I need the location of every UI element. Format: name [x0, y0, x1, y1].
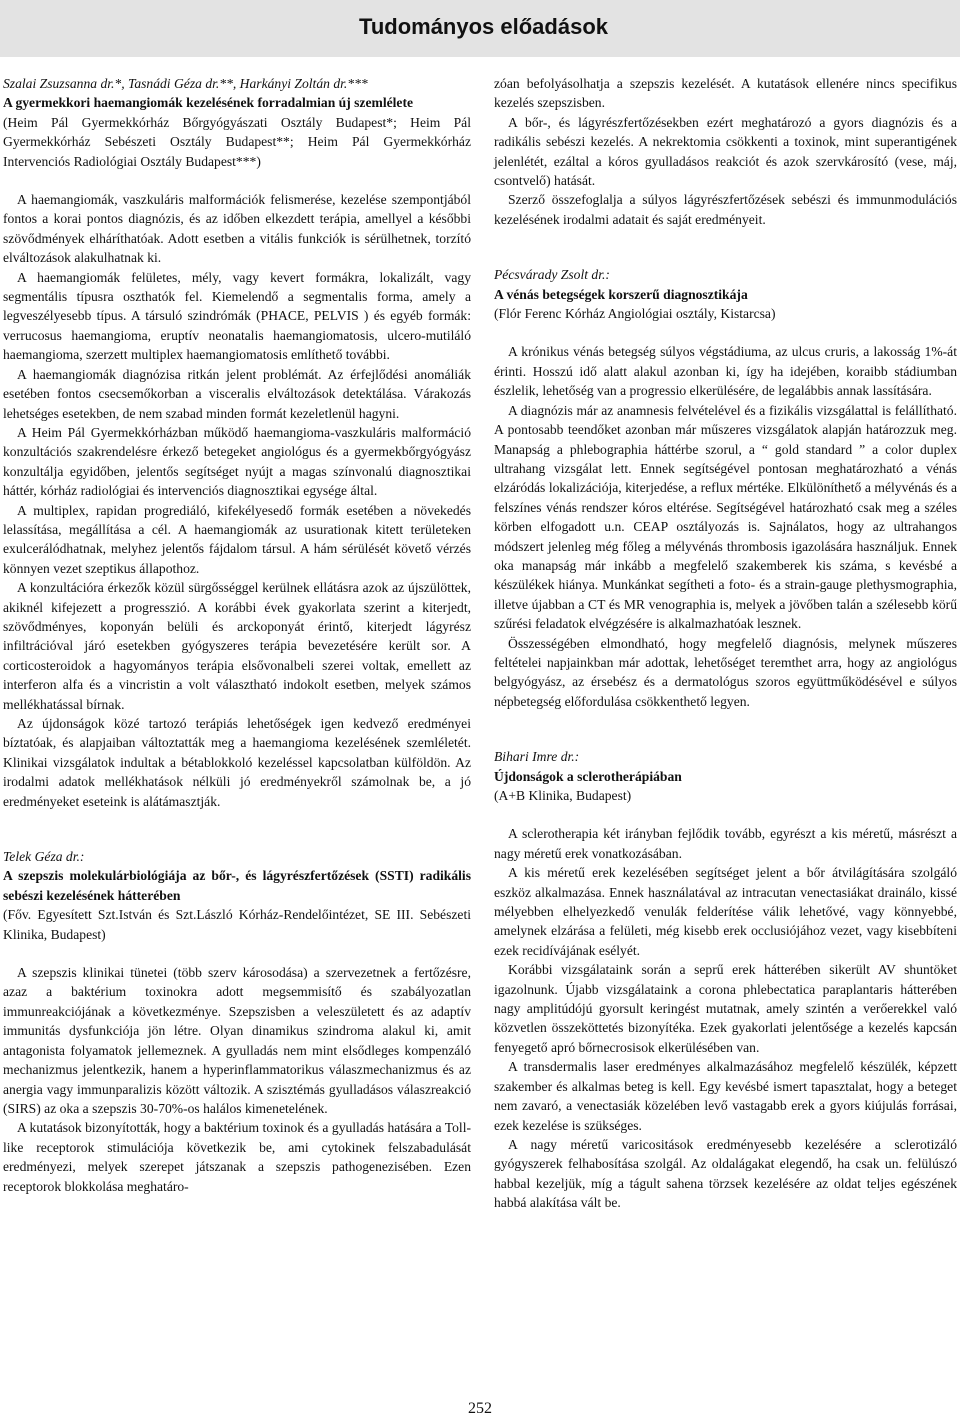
article-authors: Szalai Zsuzsanna dr.*, Tasnádi Géza dr.**, Harkányi Zoltán dr.*** — [3, 76, 368, 91]
article-paragraph: zóan befolyásolhatja a szepszis kezelését. A kutatások ellenére nincs specifikus kezelés szepszisben. — [494, 76, 957, 111]
article-paragraph: A nagy méretű varicositások eredményesebb kezelésére a sclerotizáló gyógyszerek felhabosítása szolgál. Az oldalágakat elegendő, ha csak un. felülúszó habbal kezeljük, míg a tágult sahena törzsek kezelésére az oldat teljes egészének habbá alakítása vált be. — [494, 1136, 957, 1211]
article-paragraph: A bőr-, és lágyrészfertőzésekben ezért meghatározó a gyors diagnózis és a radikális sebészi kezelés. A nekrektomia csökkenti a toxinok, mint superantigének jelenlétét, ezáltal a kóros gyulladásos reakciót és azok szervkárosító (vese, máj, csontvelő) hatását. — [494, 114, 957, 189]
page-number: 252 — [468, 1400, 492, 1417]
article-paragraph: A konzultációra érkezők közül sürgősséggel kerülnek ellátásra azok az újszülöttek, akiknél kifejezett a progresszió. A korábbi évek gyakorlata szerint a kiterjedt, szövődményes, koponyán belüli és arckoponyát érintő, kiterjedt lágyrész infiltrációval járó esetekben gyógyszeres terápia bevezetésére került sor. A corticosteroidok a hagyományos terápia elsővonalbeli szerei voltak, emellett az interferon alfa és a vincristin a volt választható indokolt esetben, melyek számos mellékhatással bírnak. — [3, 580, 471, 712]
article-affiliation: (Heim Pál Gyermekkórház Bőrgyógyászati Osztály Budapest*; Heim Pál Gyermekkórház Sebészeti Osztály Budapest**; Heim Pál Gyermekkórház Intervenciós Radiológiai Osztály Budapest***) — [3, 114, 471, 169]
article-authors: Telek Géza dr.: — [3, 849, 85, 865]
article-paragraph: Az újdonságok közé tartozó terápiás lehetőségek igen kedvező eredményei bíztatóak, és alapjaiban változtatták meg a haemangioma kezelésének szemléletét. Klinikai vizsgálatok indultak a bétablokkoló kezeléssel kapcsolatban külföldön. Az irodalmi adatok mellékhatások nélküli jó eredményekről számolnak be, a jó eredményeket eseteink is alátámasztják. — [3, 716, 471, 809]
section-header-banner — [0, 0, 960, 57]
article-affiliation: (Főv. Egyesített Szt.István és Szt.László Kórház-Rendelőintézet, SE III. Sebészeti Klinika, Budapest) — [3, 907, 471, 942]
article-authors: Bihari Imre dr.: — [494, 749, 580, 765]
section-title: Tudományos előadások — [359, 14, 608, 39]
article-title: A gyermekkori haemangiomák kezelésének forradalmian új szemlélete — [3, 95, 414, 111]
article-paragraph: A multiplex, rapidan progrediáló, kifekélyesedő formák esetében a növekedés lelassítása, megállítása a cél. A haemangiomák az usurationak kitett területeken exulcerálódhatnak, melyhez jelentős fájdalom társul. A hám sérülését követő vérzés könnyen vezet szeptikus állapothoz. — [3, 502, 471, 576]
article-paragraph: Korábbi vizsgálataink során a seprű erek hátterében sikerült AV shuntöket igazolnunk. Újabb vizsgálataink a corona phlebectatica paraplantaris hátterében nagy amplitúdójú gyorsult keringést mutatnak, amely szintén a verőerekkel való közvetlen összeköttetés bizonyítéka. Ezek gyakorlati jelentősége a kezelés kapcsán fenyegető apró bőrnecrosisok elkerülésében van. — [494, 962, 957, 1055]
article-paragraph: A haemangiomák felületes, mély, vagy kevert formákra, lokalizált, vagy segmentális típusra oszthatók fel. Kiemelendő a segmentalis forma, amely a legveszélyesebb típus. A társuló szindrómák (PHACE, PELVIS ) és egyéb formák: verrucosus haemangioma, eruptív neonatalis haemangiomatosis, ulcero-mutiláló haemangioma, szerzett multiplex haemangiomatosis említhető további. — [3, 269, 471, 363]
right-column — [494, 74, 957, 1213]
article-paragraph: A sclerotherapia két irányban fejlődik tovább, egyrészt a kis méretű, másrészt a nagy méretű erek vonatkozásában. — [494, 826, 957, 861]
article-affiliation: (Flór Ferenc Kórház Angiológiai osztály, Kistarcsa) — [494, 306, 776, 322]
article-paragraph: A szepszis klinikai tünetei (több szerv károsodása) a szervezetnek a fertőzésre, azaz a baktérium toxinokra adott megsemmisítő és szabályozatlan immunreakciójának a következménye. Szepszisben a veleszületett és az adaptív immunitás dysfunkciója jön létre. Olyan dinamikus szindroma alakul ki, amit antagonista folyamatok jellemeznek. A gyulladás nem mint elsődleges kompenzáló mechanizmus jelentkezik, hanem a hyperinflammatorikus válaszmechanizmus és az anergia vagy immunparalizis között változik. A szisztémás gyulladásos válaszreakció (SIRS) az oka a szepszis 30-70%-os halálos kimenetelének. — [3, 965, 471, 1116]
article-paragraph: A haemangiomák diagnózisa ritkán jelent problémát. Az érfejlődési anomáliák esetében fontos csecsemőkorban a visceralis elváltozások detektálása. Várakozás lehetséges esetekben, de nem szabad minden formát kezeletlenül hagyni. — [3, 366, 471, 421]
article-paragraph: A kis méretű erek kezelésében segítséget jelent a bőr átvilágítására szolgáló eszköz alkalmazása. Ennek használatával az intracutan venectasiákat drainálo, kissé mélyebben elhelyezkedő venulák felderítése válik lehetővé, vagy könnyebbé, amelynek elzárása a felületi, még kisebb erek occlusiójához vezet, vagy kisebbíteni ezek recidívájának esélyét. — [494, 865, 957, 958]
article-paragraph: A transdermalis laser eredményes alkalmazásához megfelelő készülék, képzett szakember és alkalmas beteg is kell. Egy kevésbé ismert tapasztalat, hogy a beteget nem zavaró, a venectasiák közelében levő vastagabb erek a gyors kiújulás forrásai, ezek kezelése is szükséges. — [494, 1059, 957, 1133]
article-paragraph: A kutatások bizonyították, hogy a baktérium toxinok és a gyulladás hatására a Toll-like receptorok stimulációja következik be, ami cytokinek felszabadulását eredményezi, melyek szerepet játszanak a szepszis pathogenezisében. Ezen receptorok blokkolása meghatáro- — [3, 1120, 471, 1194]
article-title: A vénás betegségek korszerű diagnosztikája — [494, 286, 748, 302]
article-paragraph: A Heim Pál Gyermekkórházban működő haemangioma-vaszkuláris malformáció konzultációs szakrendelésre érkező betegeket angiológus és a gyermekbőrgyógyász konzultálja egyidőben, jelentős segítséget nyújt a magas színvonalú diagnosztikai háttér, kórház radiológiai és intervenciós diagnosztikai egysége által. — [3, 424, 471, 499]
article-paragraph: Szerző összefoglalja a súlyos lágyrészfertőzések sebészi és immunmodulációs kezelésének irodalmi adatait és saját eredményeit. — [494, 192, 957, 227]
left-column — [3, 74, 471, 1196]
article-paragraph: A krónikus vénás betegség súlyos végstádiuma, az ulcus cruris, a lakosság 1%-át érinti. Hosszú idő alatt alakul azonban ki, így ha idejében, koraibb stádiumban észlelik, lehetőség van a progressio elkerülésére, de legalábbis annak lassítására. — [494, 344, 957, 399]
article-authors: Pécsvárady Zsolt dr.: — [494, 267, 610, 283]
article-title: Újdonságok a sclerotherápiában — [494, 768, 682, 784]
article-title: A szepszis molekulárbiológiája az bőr-, és lágyrészfertőzések (SSTI) radikális sebészi kezelésének hátterében — [3, 868, 471, 903]
article-paragraph: A diagnózis már az anamnesis felvételével és a fizikális vizsgálattal is felállítható. A pontosabb teendőket azonban már műszeres vizsgálatok alapján határozzuk meg. Manapság a phlebographia háttérbe szorul, a “ gold standard ” a color duplex ultrahang vizsgálat lett. Ennek segítségével pontosan meghatározható a vénás elzáródás lokalizációja, kiterjedése, a reflux mértéke. Elkülöníthető a mélyvénás és a felszínes vénás rendszer kóros eltérése. Segítségével határozható csak meg a széles körben elfogadott u.n. CEAP osztályozás is. Sajnálatos, hogy az ultrahangos módszert jelenleg még főleg a mélyvénás thrombosis igazolására használjuk. Ennek oka manapság már inkább a megfelelő szakemberek kis száma, s kevésbé a készülékek hiánya. Munkánkat segítheti a foto- és a strain-gauge plethysmographia, illetve újabban a CT és MR venographia is, melyek a jövőben talán a szélesebb körű szűrési feladatok elvégzésére is alkalmazhatóak lesznek. — [494, 402, 957, 632]
article-paragraph: A haemangiomák, vaszkuláris malformációk felismerése, kezelése szempontjából fontos a korai pontos diagnózis, és az időben elkezdett terápia, amellyel a későbbi szövődmények elháríthatóak. Adott esetben a vitális funkciók is sérülhetnek, torzító elváltozások alakulhatnak ki. — [3, 192, 471, 266]
article-paragraph: Összességében elmondható, hogy megfelelő diagnósis, melynek műszeres feltételei napjainkban már adottak, lehetőséget teremthet arra, hogy az angiológus belgyógyász, az érsebész és a dermatológus szoros együttműködésével e súlyos népbetegség előfordulása csökkenthető legyen. — [494, 635, 957, 709]
article-affiliation: (A+B Klinika, Budapest) — [494, 788, 632, 803]
